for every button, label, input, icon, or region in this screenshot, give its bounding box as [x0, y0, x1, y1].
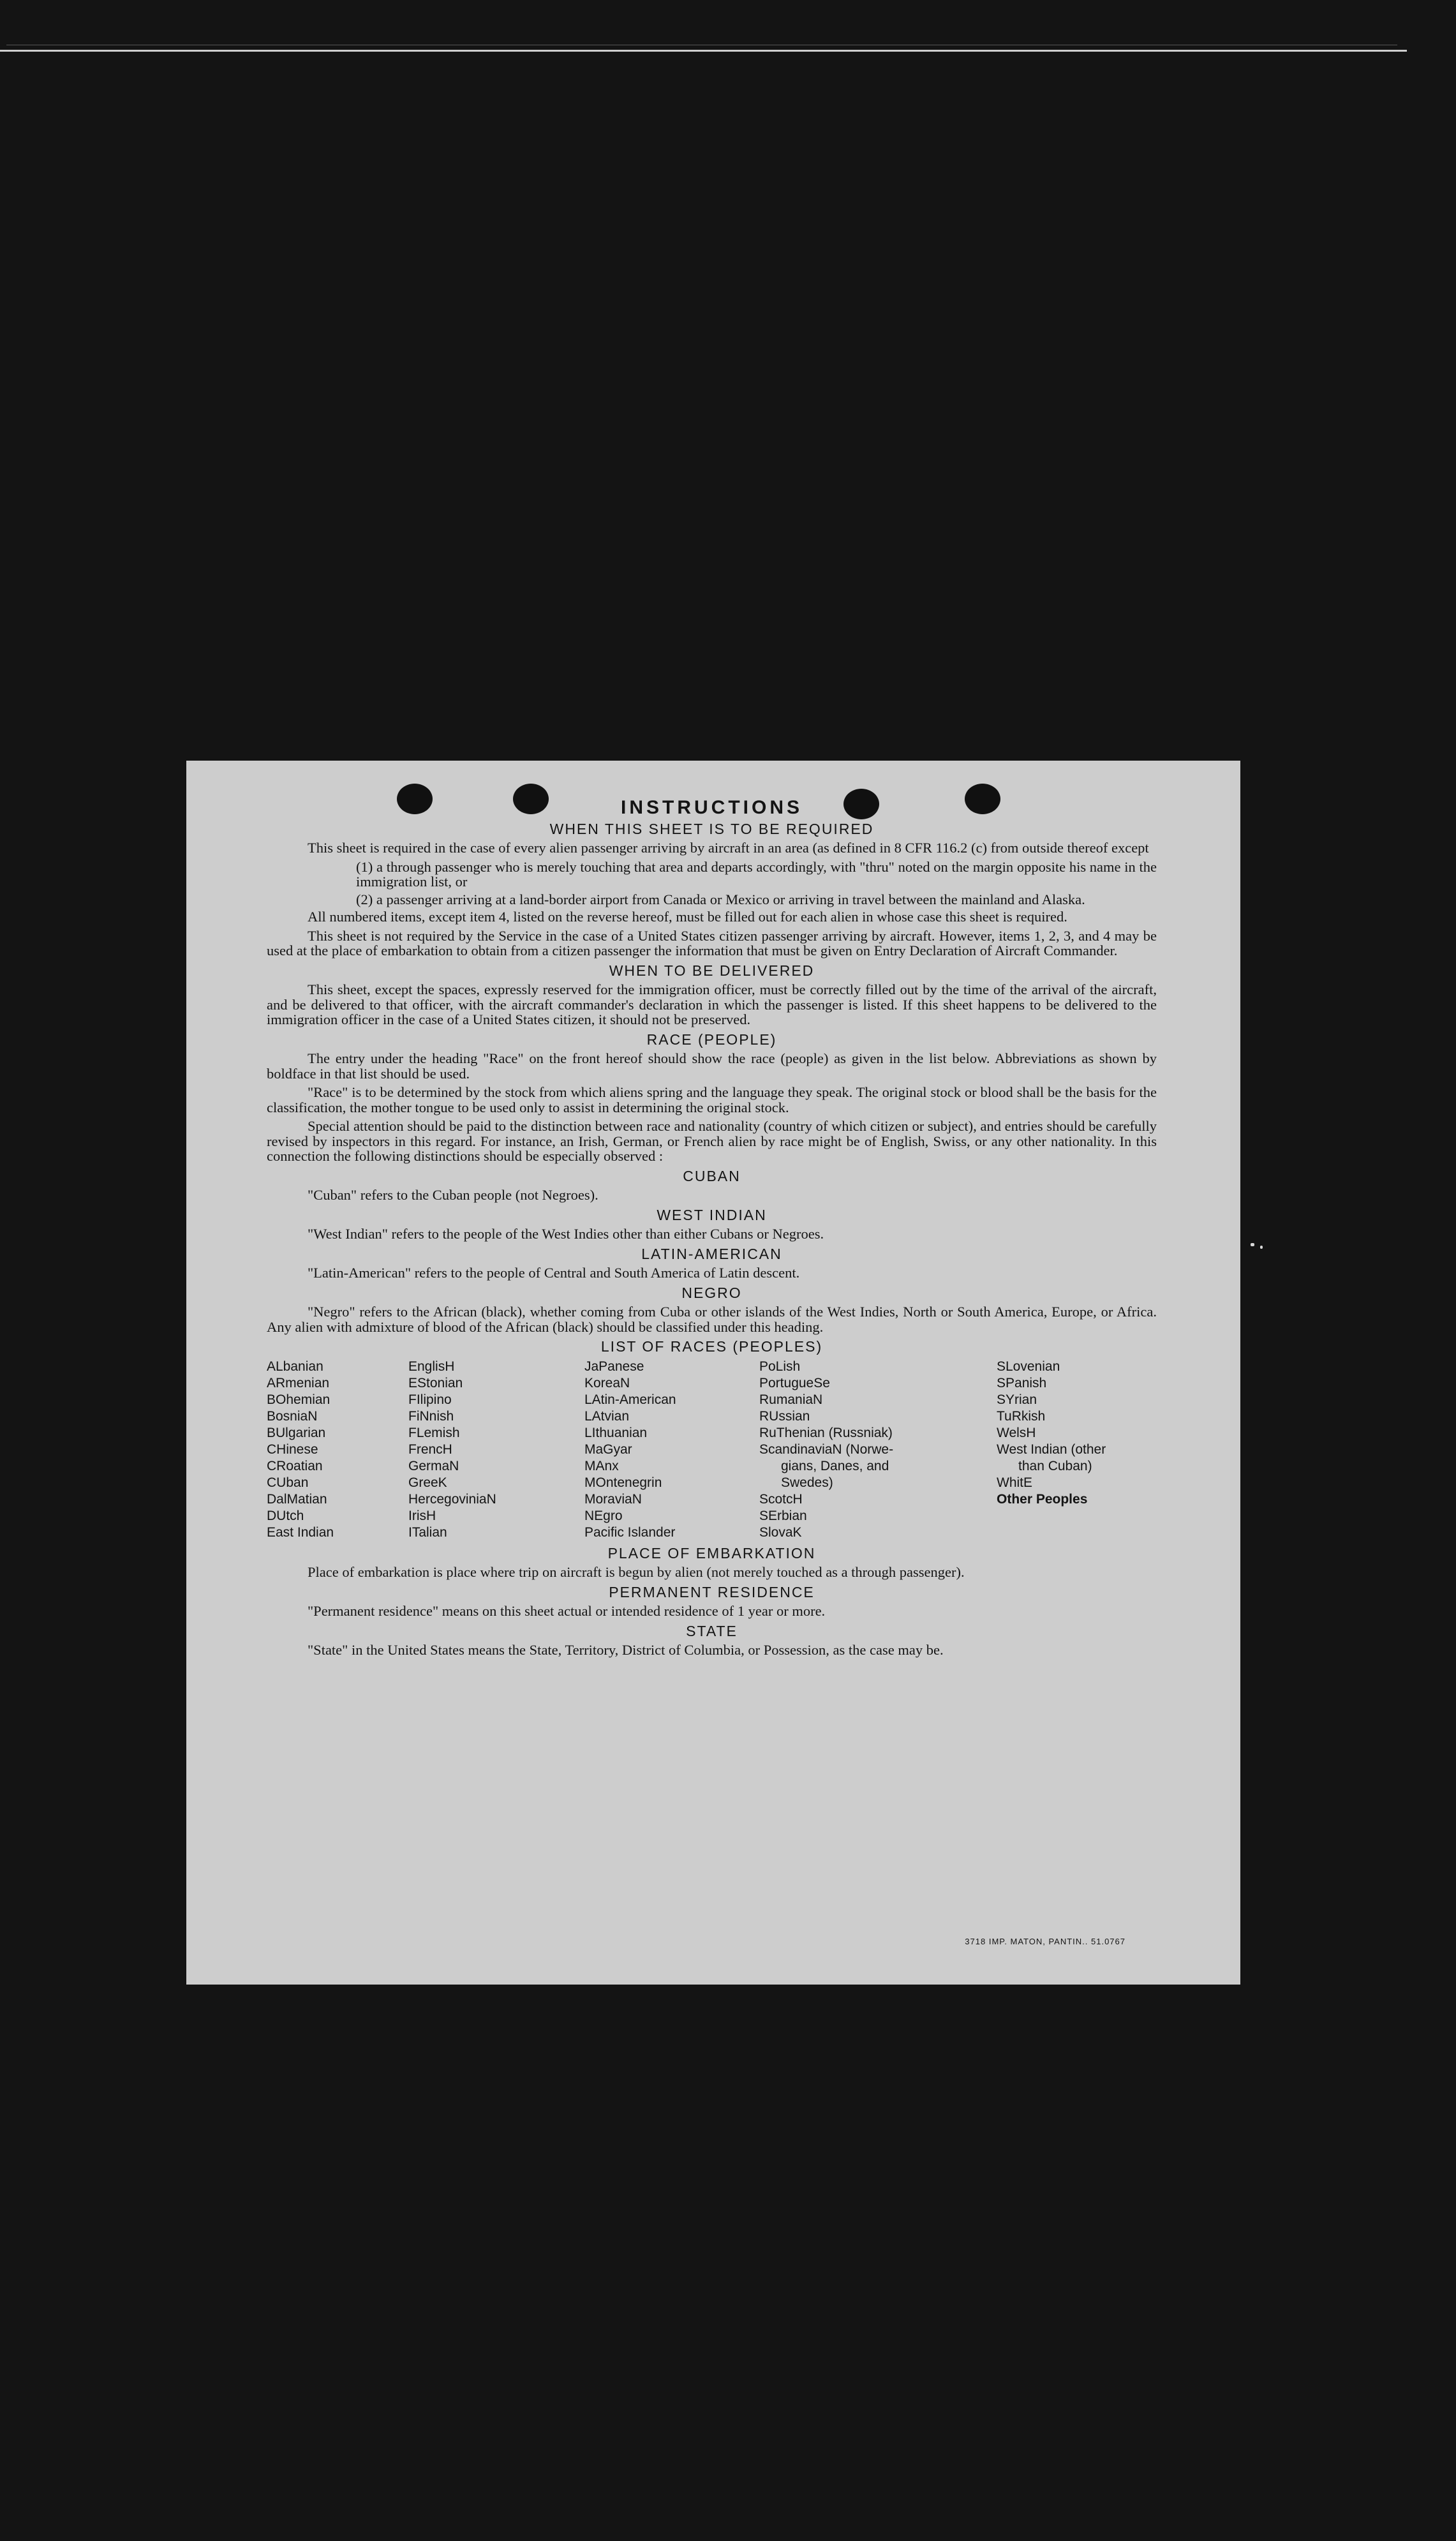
races-column-5	[997, 1359, 1157, 1541]
paragraph: "Negro" refers to the African (black), whether coming from Cuba or other islands of the West Indies, North or South America, Europe, or Africa. Any alien with admixture of blood of the African (black) should be classified under this heading.	[267, 1304, 1157, 1335]
paragraph: "Cuban" refers to the Cuban people (not Negroes).	[308, 1187, 598, 1203]
race-entry: SLovenian	[997, 1359, 1060, 1374]
race-entry: WhitE	[997, 1475, 1033, 1490]
race-entry: EnglisH	[408, 1359, 455, 1374]
heading-race: RACE (PEOPLE)	[646, 1031, 777, 1048]
race-entry: ITalian	[408, 1524, 447, 1540]
race-entry: DUtch	[267, 1508, 304, 1523]
race-entry: HercegoviniaN	[408, 1491, 496, 1507]
race-entry: BOhemian	[267, 1392, 331, 1407]
race-entry: NEgro	[584, 1508, 623, 1523]
race-entry: West Indian (other	[997, 1442, 1106, 1457]
race-entry: RuThenian (Russniak)	[759, 1425, 893, 1440]
paragraph: This sheet, except the spaces, expressly reserved for the immigration officer, must be correctly filled out by the time of the arrival of the aircraft, and be delivered to that officer, with the aircraft commander's declaration in which the passenger is listed. If this sheet happens to be delivered to the immigration officer in the case of a United States citizen, it should not be preserved.	[267, 981, 1157, 1027]
race-entry: PortugueSe	[759, 1375, 830, 1390]
races-list	[267, 1359, 1157, 1541]
heading-state: STATE	[686, 1622, 738, 1639]
dust-speck	[1251, 1243, 1254, 1246]
race-entry: RumaniaN	[759, 1392, 823, 1407]
race-entry: than Cuban)	[1018, 1458, 1092, 1473]
heading-cuban: CUBAN	[683, 1167, 741, 1184]
race-entry: MaGyar	[584, 1442, 632, 1457]
heading-when-delivered: WHEN TO BE DELIVERED	[609, 962, 815, 979]
race-entry: CHinese	[267, 1442, 318, 1457]
paragraph: "Race" is to be determined by the stock from which aliens spring and the language they speak. The original stock or blood shall be the basis for the classification, the mother tongue to be used only to assist in determining the original stock.	[267, 1084, 1157, 1115]
race-entry: FiNnish	[408, 1408, 454, 1424]
races-column-2	[408, 1359, 584, 1541]
race-entry: PoLish	[759, 1359, 801, 1374]
paragraph: "State" in the United States means the State, Territory, District of Columbia, or Possession, as the case may be.	[308, 1642, 944, 1658]
race-entry: Swedes)	[781, 1475, 833, 1490]
race-entry: DalMatian	[267, 1491, 327, 1507]
race-entry: GermaN	[408, 1458, 459, 1473]
race-entry: GreeK	[408, 1475, 447, 1490]
races-column-1	[267, 1359, 408, 1541]
race-entry: EStonian	[408, 1375, 463, 1390]
race-entry: WelsH	[997, 1425, 1036, 1440]
paragraph: "Permanent residence" means on this sheet actual or intended residence of 1 year or more.	[308, 1603, 826, 1619]
heading-negro: NEGRO	[681, 1284, 742, 1301]
paragraph: This sheet is required in the case of every alien passenger arriving by aircraft in an area (as defined in 8 CFR 116.2 (c) from outside thereof except	[308, 840, 1149, 856]
race-entry: MoraviaN	[584, 1491, 642, 1507]
race-entry: ScandinaviaN (Norwe-	[759, 1442, 894, 1457]
races-column-4	[759, 1359, 997, 1541]
race-entry: BosniaN	[267, 1408, 318, 1424]
paragraph: This sheet is not required by the Service in the case of a United States citizen passenger arriving by aircraft. However, items 1, 2, 3, and 4 may be used at the place of embarkation to obtain from a citizen passenger the information that must be given on Entry Declaration of Aircraft Commander.	[267, 927, 1157, 958]
dust-speck	[1260, 1246, 1263, 1249]
paragraph: Place of embarkation is place where trip on aircraft is begun by alien (not merely touched as a through passenger).	[308, 1564, 965, 1580]
paragraph: "West Indian" refers to the people of the West Indies other than either Cubans or Negroes.	[308, 1226, 824, 1242]
race-entry: FLemish	[408, 1425, 460, 1440]
race-entry: ARmenian	[267, 1375, 330, 1390]
race-entry: FIlipino	[408, 1392, 452, 1407]
race-entry: MOntenegrin	[584, 1475, 662, 1490]
heading-permanent-residence: PERMANENT RESIDENCE	[609, 1583, 815, 1600]
page-title: INSTRUCTIONS	[621, 797, 803, 818]
paragraph: Special attention should be paid to the distinction between race and nationality (country of which citizen or subject), and entries should be carefully revised by inspectors in this regard. For instance, an Irish, German, or French alien by race might be of English, Swiss, or any other nationality. In this connection the following distinctions should be especially observed :	[267, 1118, 1157, 1164]
race-entry: Other Peoples	[997, 1491, 1088, 1507]
instruction-sheet	[186, 761, 1240, 1985]
race-entry: ALbanian	[267, 1359, 323, 1374]
race-entry: SYrian	[997, 1392, 1037, 1407]
paragraph: The entry under the heading "Race" on the front hereof should show the race (people) as given in the list below. Abbreviations as shown by boldface in that list should be used.	[267, 1050, 1157, 1082]
exception-item-1: (1) a through passenger who is merely touching that area and departs accordingly, with "thru" noted on the margin opposite his name in the immigration list, or	[356, 858, 1157, 890]
heading-latin-american: LATIN-AMERICAN	[641, 1245, 782, 1262]
heading-place-of-embarkation: PLACE OF EMBARKATION	[607, 1544, 816, 1561]
race-entry: RUssian	[759, 1408, 810, 1424]
race-entry: gians, Danes, and	[781, 1458, 889, 1473]
race-entry: LAtvian	[584, 1408, 630, 1424]
race-entry: LAtin-American	[584, 1392, 676, 1407]
race-entry: SErbian	[759, 1508, 807, 1523]
race-entry: LIthuanian	[584, 1425, 648, 1440]
race-entry: CUban	[267, 1475, 309, 1490]
race-entry: BUlgarian	[267, 1425, 326, 1440]
race-entry: Pacific Islander	[584, 1524, 676, 1540]
heading-list-of-races: LIST OF RACES (PEOPLES)	[600, 1338, 823, 1355]
exception-item-2: (2) a passenger arriving at a land-border airport from Canada or Mexico or arriving in travel between the mainland and Alaska.	[356, 891, 1085, 907]
race-entry: IrisH	[408, 1508, 436, 1523]
paragraph: All numbered items, except item 4, listed on the reverse hereof, must be filled out for each alien in whose case this sheet is required.	[308, 909, 1067, 925]
race-entry: KoreaN	[584, 1375, 630, 1390]
race-entry: ScotcH	[759, 1491, 803, 1507]
race-entry: East Indian	[267, 1524, 334, 1540]
heading-west-indian: WEST INDIAN	[657, 1206, 767, 1223]
race-entry: CRoatian	[267, 1458, 323, 1473]
race-entry: JaPanese	[584, 1359, 644, 1374]
scan-top-border	[0, 50, 1407, 52]
printer-imprint: 3718 IMP. MATON, PANTIN.. 51.0767	[965, 1937, 1125, 1946]
sheet-content	[267, 797, 1157, 1662]
heading-when-required: WHEN THIS SHEET IS TO BE REQUIRED	[549, 820, 874, 837]
paragraph: "Latin-American" refers to the people of Central and South America of Latin descent.	[308, 1265, 800, 1281]
race-entry: MAnx	[584, 1458, 619, 1473]
race-entry: SPanish	[997, 1375, 1047, 1390]
race-entry: SlovaK	[759, 1524, 802, 1540]
races-column-3	[584, 1359, 759, 1541]
race-entry: FrencH	[408, 1442, 452, 1457]
race-entry: TuRkish	[997, 1408, 1046, 1424]
